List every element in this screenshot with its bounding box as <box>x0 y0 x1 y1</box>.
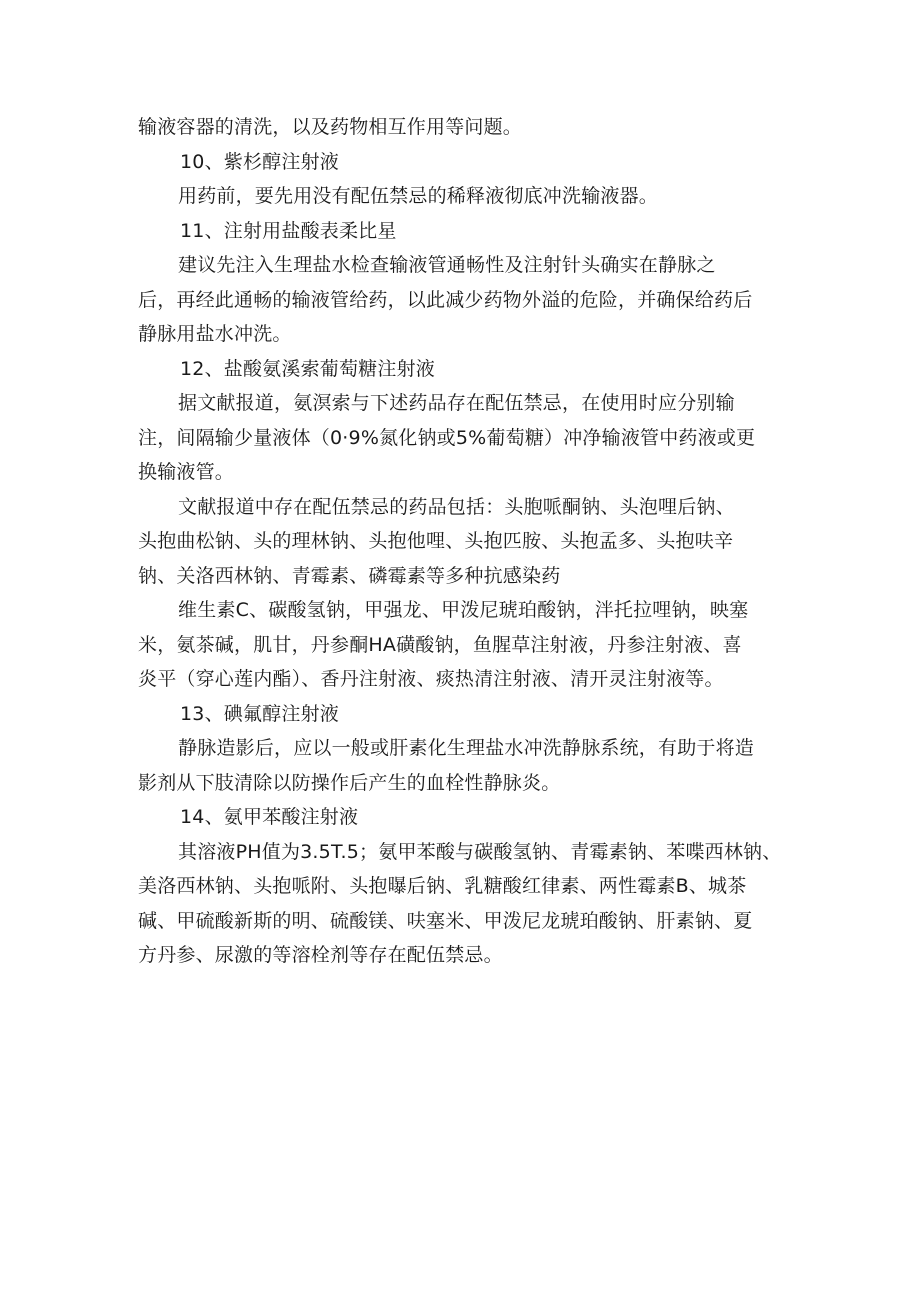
paragraph-line: 维生素C、碳酸氢钠，甲强龙、甲泼尼琥珀酸钠，泮托拉哩钠，映塞 <box>178 599 749 621</box>
section-heading-13: 13、碘氟醇注射液 <box>180 702 339 725</box>
text-line: 方丹参、尿激的等溶栓剂等存在配伍禁忌。 <box>138 944 503 966</box>
paragraph-line: 建议先注入生理盐水检查输液管通畅性及注射针头确实在静脉之 <box>178 254 716 276</box>
text-line: 碱、甲硫酸新斯的明、硫酸镁、呋塞米、甲泼尼龙琥珀酸钠、肝素钠、夏 <box>138 909 753 932</box>
text-line: 米，氨茶碱，肌甘，丹参酮HA磺酸钠，鱼腥草注射液，丹参注射液、喜 <box>138 633 742 656</box>
section-heading-10: 10、紫杉醇注射液 <box>180 150 339 173</box>
text-line: 钠、关洛西林钠、青霉素、磷霉素等多种抗感染药 <box>138 564 561 587</box>
paragraph-line: 用药前，要先用没有配伍禁忌的稀释液彻底冲洗输液器。 <box>178 185 659 207</box>
section-heading-14: 14、氨甲苯酸注射液 <box>180 806 359 828</box>
text-line: 炎平（穿心莲内酯）、香丹注射液、痰热清注射液、清开灵注射液等。 <box>138 668 724 690</box>
text-line: 后，再经此通畅的输液管给药，以此减少药物外溢的危险，并确保给药后 <box>138 288 753 311</box>
document-body <box>138 110 788 973</box>
text-line: 影剂从下肢清除以防操作后产生的血栓性静脉炎。 <box>138 771 561 794</box>
section-heading-11: 11、注射用盐酸表柔比星 <box>180 219 397 242</box>
text-line: 头抱曲松钠、头的理林钠、头抱他哩、头抱匹胺、头抱孟多、头抱呋辛 <box>138 530 734 552</box>
section-heading-12: 12、盐酸氨溪索葡萄糖注射液 <box>180 357 435 380</box>
text-line: 静脉用盐水冲洗。 <box>138 323 292 345</box>
text-line: 换输液管。 <box>138 461 235 483</box>
paragraph-line: 静脉造影后，应以一般或肝素化生理盐水冲洗静脉系统，有助于将造 <box>178 737 755 759</box>
text-line: 输液容器的清洗，以及药物相互作用等问题。 <box>138 116 523 138</box>
paragraph-line: 据文献报道，氨溟索与下述药品存在配伍禁忌，在使用时应分别输 <box>178 392 735 414</box>
paragraph-line: 文献报道中存在配伍禁忌的药品包括：头胞哌酮钠、头泡哩后钠、 <box>178 495 735 518</box>
text-line: 美洛西林钠、头抱哌附、头抱曝后钠、乳糖酸红律素、两性霉素B、城茶 <box>138 875 747 897</box>
paragraph-line: 其溶液PH值为3.5T.5；氨甲苯酸与碳酸氢钠、青霉素钠、苯喋西林钠、 <box>178 840 782 863</box>
text-line: 注，间隔输少量液体（0·9%氮化钠或5%葡萄糖）冲净输液管中药液或更 <box>138 426 756 449</box>
